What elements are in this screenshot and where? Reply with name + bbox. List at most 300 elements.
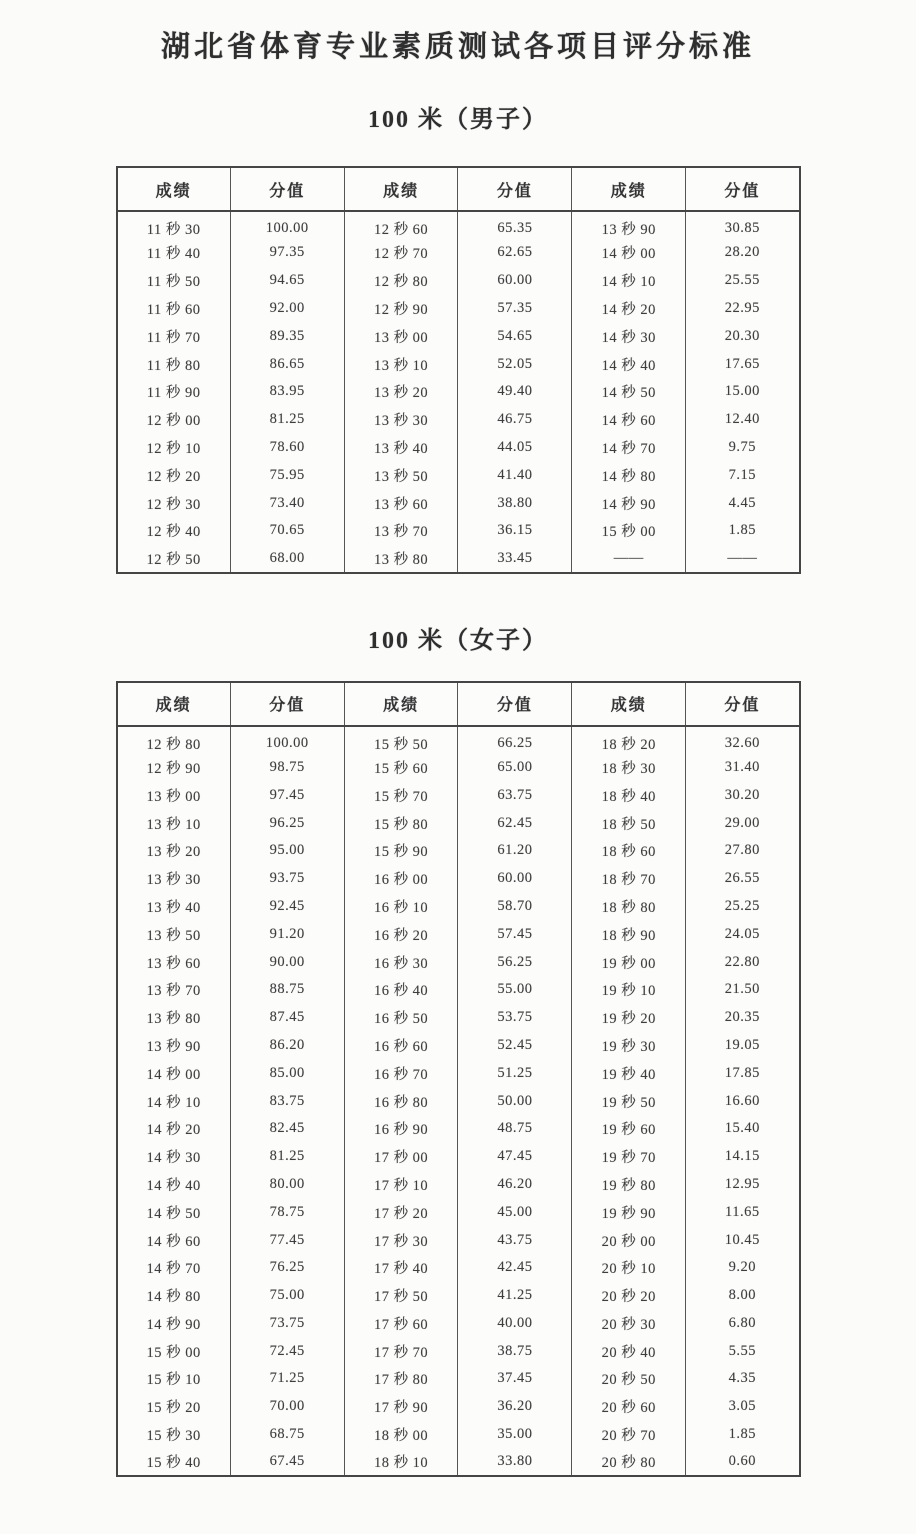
column-header: 分值 — [230, 682, 344, 726]
table-cell: 78.60 — [230, 434, 344, 462]
column-header: 成绩 — [117, 682, 231, 726]
table-cell: 100.00 — [230, 726, 344, 754]
table-cell: 11 秒 80 — [146, 357, 201, 374]
table-cell: 14 秒 30 — [146, 1150, 201, 1167]
table-row — [117, 239, 800, 267]
table-cell: 20 秒 10 — [572, 1254, 686, 1282]
table-cell: 20 秒 40 — [572, 1337, 686, 1365]
table-cell: 16 秒 90 — [344, 1115, 458, 1143]
table-cell: 15.00 — [686, 378, 800, 406]
table-cell: 12 秒 60 — [344, 211, 458, 239]
table-cell: 12 秒 50 — [146, 551, 201, 568]
table-cell: 86.20 — [230, 1032, 344, 1060]
table-cell: 61.20 — [458, 837, 572, 865]
table-cell: 15 秒 50 — [344, 726, 458, 754]
table-cell: 81.25 — [230, 406, 344, 434]
column-header: 成绩 — [344, 167, 458, 211]
table-cell: 16 秒 10 — [344, 893, 458, 921]
table-cell: 54.65 — [458, 322, 572, 350]
table-cell: 12.40 — [686, 406, 800, 434]
men-100m-score-table — [116, 166, 801, 574]
table-cell: 18 秒 20 — [572, 726, 686, 754]
table-cell: 51.25 — [458, 1059, 572, 1087]
table-cell: 30.20 — [686, 781, 800, 809]
table-cell: 68.00 — [230, 545, 344, 573]
table-cell: 14 秒 30 — [572, 322, 686, 350]
table-row — [117, 1365, 800, 1393]
table-cell: 20 秒 50 — [572, 1365, 686, 1393]
table-cell: 13 秒 60 — [344, 489, 458, 517]
table-cell: 18 秒 50 — [572, 809, 686, 837]
table-cell: 12 秒 70 — [344, 239, 458, 267]
table-cell: 12 秒 90 — [146, 760, 201, 777]
table-cell: 19 秒 70 — [572, 1143, 686, 1171]
section-women-100m — [0, 620, 916, 1478]
table-row — [117, 545, 800, 573]
table-cell: 13 秒 80 — [344, 545, 458, 573]
column-header: 分值 — [230, 167, 344, 211]
table-row — [117, 781, 800, 809]
table-cell: 42.45 — [458, 1254, 572, 1282]
table-cell: 36.20 — [458, 1393, 572, 1421]
table-cell: 13 秒 70 — [344, 517, 458, 545]
table-cell: 97.45 — [230, 781, 344, 809]
table-cell: 17 秒 90 — [344, 1393, 458, 1421]
table-cell: 13 秒 50 — [344, 461, 458, 489]
table-cell: 17 秒 80 — [344, 1365, 458, 1393]
table-cell: 18 秒 90 — [572, 920, 686, 948]
table-cell: 48.75 — [458, 1115, 572, 1143]
table-cell: 12 秒 80 — [146, 736, 201, 753]
table-cell: 75.95 — [230, 461, 344, 489]
table-cell: 96.25 — [230, 809, 344, 837]
table-cell: 20 秒 00 — [572, 1226, 686, 1254]
table-cell: 25.25 — [686, 893, 800, 921]
table-cell: 14 秒 10 — [572, 267, 686, 295]
table-cell: 25.55 — [686, 267, 800, 295]
table-row — [117, 1171, 800, 1199]
table-row — [117, 378, 800, 406]
table-cell: 92.45 — [230, 893, 344, 921]
table-cell: 62.65 — [458, 239, 572, 267]
table-cell: 12 秒 10 — [146, 440, 201, 457]
table-row — [117, 350, 800, 378]
table-cell: 44.05 — [458, 434, 572, 462]
table-row — [117, 322, 800, 350]
table-cell: 95.00 — [230, 837, 344, 865]
table-cell: 14 秒 20 — [146, 1122, 201, 1139]
table-cell: 15 秒 80 — [344, 809, 458, 837]
table-cell: 12 秒 20 — [146, 468, 201, 485]
table-cell: 38.80 — [458, 489, 572, 517]
table-row — [117, 948, 800, 976]
table-cell: 19 秒 90 — [572, 1198, 686, 1226]
table-row — [117, 726, 800, 754]
table-cell: 31.40 — [686, 754, 800, 782]
column-header: 成绩 — [572, 167, 686, 211]
table-cell: 33.80 — [458, 1448, 572, 1476]
table-cell: 89.35 — [230, 322, 344, 350]
table-row — [117, 920, 800, 948]
table-cell: 13 秒 40 — [344, 434, 458, 462]
column-header: 分值 — [458, 167, 572, 211]
table-cell: 26.55 — [686, 865, 800, 893]
table-cell: 14 秒 10 — [146, 1094, 201, 1111]
table-cell: 86.65 — [230, 350, 344, 378]
table-cell: 41.40 — [458, 461, 572, 489]
table-cell: 0.60 — [686, 1448, 800, 1476]
table-cell: 27.80 — [686, 837, 800, 865]
table-row — [117, 1282, 800, 1310]
table-row — [117, 1059, 800, 1087]
table-cell: 20.35 — [686, 1004, 800, 1032]
table-cell: 49.40 — [458, 378, 572, 406]
table-cell: 16 秒 30 — [344, 948, 458, 976]
table-cell: 14 秒 60 — [572, 406, 686, 434]
table-row — [117, 1004, 800, 1032]
table-cell: 37.45 — [458, 1365, 572, 1393]
table-cell: 19 秒 40 — [572, 1059, 686, 1087]
table-cell: 17.65 — [686, 350, 800, 378]
table-cell: 13 秒 10 — [344, 350, 458, 378]
table-cell: 16 秒 70 — [344, 1059, 458, 1087]
table-cell: 14 秒 40 — [572, 350, 686, 378]
table-cell: 19 秒 50 — [572, 1087, 686, 1115]
table-cell: 98.75 — [230, 754, 344, 782]
table-cell: 18 秒 10 — [344, 1448, 458, 1476]
men-table-header — [117, 167, 800, 211]
table-cell: 12 秒 90 — [344, 295, 458, 323]
table-cell: 15 秒 00 — [572, 517, 686, 545]
table-row — [117, 1032, 800, 1060]
table-cell: 17.85 — [686, 1059, 800, 1087]
table-cell: 20 秒 80 — [572, 1448, 686, 1476]
table-cell: 29.00 — [686, 809, 800, 837]
table-cell: 97.35 — [230, 239, 344, 267]
table-row — [117, 489, 800, 517]
table-cell: 11 秒 70 — [146, 329, 201, 346]
table-cell: 56.25 — [458, 948, 572, 976]
column-header: 分值 — [458, 682, 572, 726]
table-cell: 53.75 — [458, 1004, 572, 1032]
table-cell: 16 秒 50 — [344, 1004, 458, 1032]
table-cell: 11.65 — [686, 1198, 800, 1226]
table-cell: 22.95 — [686, 295, 800, 323]
table-cell: 12 秒 40 — [146, 524, 201, 541]
table-cell: 72.45 — [230, 1337, 344, 1365]
table-cell: 62.45 — [458, 809, 572, 837]
table-cell: 16 秒 40 — [344, 976, 458, 1004]
table-row — [117, 1393, 800, 1421]
table-cell: 15 秒 10 — [146, 1372, 201, 1389]
table-row — [117, 754, 800, 782]
table-cell: 87.45 — [230, 1004, 344, 1032]
table-row — [117, 1310, 800, 1338]
table-cell: 13 秒 80 — [146, 1011, 201, 1028]
table-cell: 60.00 — [458, 267, 572, 295]
table-cell: 13 秒 10 — [146, 816, 201, 833]
table-cell: 18 秒 80 — [572, 893, 686, 921]
table-cell: 12.95 — [686, 1171, 800, 1199]
table-cell: 81.25 — [230, 1143, 344, 1171]
table-cell: 15 秒 60 — [344, 754, 458, 782]
table-row — [117, 1448, 800, 1476]
table-cell: 15 秒 70 — [344, 781, 458, 809]
table-cell: 9.20 — [686, 1254, 800, 1282]
table-cell: 15 秒 90 — [344, 837, 458, 865]
table-cell: 24.05 — [686, 920, 800, 948]
table-cell: 17 秒 70 — [344, 1337, 458, 1365]
table-cell: 15 秒 30 — [146, 1428, 201, 1445]
table-cell: 8.00 — [686, 1282, 800, 1310]
table-row — [117, 517, 800, 545]
table-cell: 76.25 — [230, 1254, 344, 1282]
table-cell: 45.00 — [458, 1198, 572, 1226]
table-cell: 17 秒 20 — [344, 1198, 458, 1226]
table-row — [117, 1254, 800, 1282]
table-cell: 4.45 — [686, 489, 800, 517]
table-cell: 1.85 — [686, 1421, 800, 1449]
table-cell: 13 秒 20 — [146, 844, 201, 861]
table-cell: 13 秒 00 — [344, 322, 458, 350]
table-cell: 52.05 — [458, 350, 572, 378]
table-cell: 43.75 — [458, 1226, 572, 1254]
table-cell: 20 秒 60 — [572, 1393, 686, 1421]
header-row — [117, 167, 800, 211]
table-cell: 33.45 — [458, 545, 572, 573]
column-header: 分值 — [686, 682, 800, 726]
table-cell: 14 秒 50 — [572, 378, 686, 406]
table-row — [117, 976, 800, 1004]
table-cell: 41.25 — [458, 1282, 572, 1310]
table-cell: 19 秒 20 — [572, 1004, 686, 1032]
table-cell: 21.50 — [686, 976, 800, 1004]
table-cell: —— — [686, 545, 800, 573]
table-cell: 93.75 — [230, 865, 344, 893]
table-cell: 100.00 — [230, 211, 344, 239]
table-cell: 91.20 — [230, 920, 344, 948]
table-cell: 14 秒 80 — [572, 461, 686, 489]
table-cell: 83.75 — [230, 1087, 344, 1115]
table-cell: 50.00 — [458, 1087, 572, 1115]
section-women-title: 100 米（女子） — [368, 627, 548, 654]
section-men-100m — [0, 99, 916, 574]
table-row — [117, 1115, 800, 1143]
column-header: 分值 — [686, 167, 800, 211]
women-100m-score-table — [116, 681, 801, 1478]
table-cell: 40.00 — [458, 1310, 572, 1338]
table-cell: 65.00 — [458, 754, 572, 782]
table-cell: 90.00 — [230, 948, 344, 976]
table-cell: 18 秒 60 — [572, 837, 686, 865]
table-cell: 14 秒 00 — [572, 239, 686, 267]
table-cell: 13 秒 50 — [146, 927, 201, 944]
table-cell: 46.20 — [458, 1171, 572, 1199]
table-cell: 13 秒 40 — [146, 899, 201, 916]
table-cell: 16.60 — [686, 1087, 800, 1115]
table-cell: 11 秒 90 — [146, 385, 201, 402]
table-cell: 17 秒 00 — [344, 1143, 458, 1171]
table-row — [117, 809, 800, 837]
table-cell: 63.75 — [458, 781, 572, 809]
table-cell: 78.75 — [230, 1198, 344, 1226]
table-cell: 17 秒 60 — [344, 1310, 458, 1338]
table-cell: 57.35 — [458, 295, 572, 323]
table-cell: 14 秒 90 — [572, 489, 686, 517]
table-cell: 66.25 — [458, 726, 572, 754]
table-cell: 70.65 — [230, 517, 344, 545]
women-table-header — [117, 682, 800, 726]
table-cell: 47.45 — [458, 1143, 572, 1171]
table-cell: 70.00 — [230, 1393, 344, 1421]
table-row — [117, 434, 800, 462]
table-cell: 92.00 — [230, 295, 344, 323]
table-cell: 71.25 — [230, 1365, 344, 1393]
table-cell: 14 秒 40 — [146, 1177, 201, 1194]
table-row — [117, 893, 800, 921]
table-row — [117, 1226, 800, 1254]
men-table-body — [117, 211, 800, 573]
women-table-body — [117, 726, 800, 1477]
table-row — [117, 406, 800, 434]
table-cell: 85.00 — [230, 1059, 344, 1087]
table-cell: 15.40 — [686, 1115, 800, 1143]
table-cell: 75.00 — [230, 1282, 344, 1310]
table-cell: 73.40 — [230, 489, 344, 517]
header-row — [117, 682, 800, 726]
table-cell: —— — [572, 545, 686, 573]
table-cell: 14 秒 80 — [146, 1289, 201, 1306]
table-row — [117, 1087, 800, 1115]
table-cell: 28.20 — [686, 239, 800, 267]
table-row — [117, 1421, 800, 1449]
table-cell: 19 秒 60 — [572, 1115, 686, 1143]
table-cell: 1.85 — [686, 517, 800, 545]
table-cell: 4.35 — [686, 1365, 800, 1393]
table-cell: 73.75 — [230, 1310, 344, 1338]
table-cell: 17 秒 10 — [344, 1171, 458, 1199]
table-cell: 13 秒 30 — [146, 872, 201, 889]
table-cell: 18 秒 70 — [572, 865, 686, 893]
table-cell: 16 秒 80 — [344, 1087, 458, 1115]
table-cell: 82.45 — [230, 1115, 344, 1143]
table-row — [117, 1143, 800, 1171]
table-cell: 16 秒 00 — [344, 865, 458, 893]
table-cell: 38.75 — [458, 1337, 572, 1365]
table-cell: 36.15 — [458, 517, 572, 545]
table-cell: 67.45 — [230, 1448, 344, 1476]
table-cell: 58.70 — [458, 893, 572, 921]
table-cell: 18 秒 30 — [572, 754, 686, 782]
table-row — [117, 461, 800, 489]
table-cell: 65.35 — [458, 211, 572, 239]
section-men-title: 100 米（男子） — [368, 107, 548, 133]
table-cell: 20.30 — [686, 322, 800, 350]
table-cell: 13 秒 30 — [344, 406, 458, 434]
table-cell: 20 秒 20 — [572, 1282, 686, 1310]
document-page — [0, 24, 916, 1477]
table-cell: 20 秒 70 — [572, 1421, 686, 1449]
table-cell: 77.45 — [230, 1226, 344, 1254]
table-row — [117, 295, 800, 323]
table-cell: 83.95 — [230, 378, 344, 406]
table-cell: 14 秒 00 — [146, 1066, 201, 1083]
table-cell: 55.00 — [458, 976, 572, 1004]
table-cell: 14 秒 70 — [146, 1261, 201, 1278]
table-cell: 13 秒 70 — [146, 983, 201, 1000]
table-cell: 22.80 — [686, 948, 800, 976]
table-cell: 68.75 — [230, 1421, 344, 1449]
table-cell: 11 秒 30 — [146, 222, 201, 238]
table-cell: 16 秒 20 — [344, 920, 458, 948]
table-cell: 13 秒 00 — [146, 788, 201, 805]
table-row — [117, 837, 800, 865]
table-cell: 14 秒 50 — [146, 1205, 201, 1222]
table-row — [117, 865, 800, 893]
table-cell: 15 秒 20 — [146, 1400, 201, 1417]
table-cell: 46.75 — [458, 406, 572, 434]
table-cell: 14.15 — [686, 1143, 800, 1171]
table-cell: 13 秒 90 — [146, 1038, 201, 1055]
table-row — [117, 211, 800, 239]
column-header: 成绩 — [344, 682, 458, 726]
table-cell: 11 秒 50 — [146, 274, 201, 291]
table-cell: 35.00 — [458, 1421, 572, 1449]
table-row — [117, 1198, 800, 1226]
table-cell: 9.75 — [686, 434, 800, 462]
table-cell: 13 秒 90 — [572, 211, 686, 239]
table-cell: 14 秒 90 — [146, 1316, 201, 1333]
table-cell: 52.45 — [458, 1032, 572, 1060]
table-cell: 12 秒 80 — [344, 267, 458, 295]
table-cell: 18 秒 00 — [344, 1421, 458, 1449]
table-cell: 18 秒 40 — [572, 781, 686, 809]
table-cell: 30.85 — [686, 211, 800, 239]
table-cell: 5.55 — [686, 1337, 800, 1365]
table-cell: 17 秒 50 — [344, 1282, 458, 1310]
table-row — [117, 267, 800, 295]
table-cell: 80.00 — [230, 1171, 344, 1199]
table-cell: 15 秒 00 — [146, 1344, 201, 1361]
table-cell: 12 秒 00 — [146, 413, 201, 430]
table-cell: 10.45 — [686, 1226, 800, 1254]
table-cell: 13 秒 20 — [344, 378, 458, 406]
table-cell: 14 秒 70 — [572, 434, 686, 462]
table-cell: 19.05 — [686, 1032, 800, 1060]
column-header: 成绩 — [117, 167, 231, 211]
column-header: 成绩 — [572, 682, 686, 726]
table-cell: 14 秒 20 — [572, 295, 686, 323]
table-cell: 94.65 — [230, 267, 344, 295]
table-cell: 88.75 — [230, 976, 344, 1004]
table-cell: 11 秒 40 — [146, 246, 201, 263]
table-cell: 6.80 — [686, 1310, 800, 1338]
table-cell: 13 秒 60 — [146, 955, 201, 972]
table-cell: 60.00 — [458, 865, 572, 893]
table-cell: 17 秒 30 — [344, 1226, 458, 1254]
table-cell: 32.60 — [686, 726, 800, 754]
table-cell: 11 秒 60 — [146, 301, 201, 318]
table-cell: 19 秒 10 — [572, 976, 686, 1004]
document-title: 湖北省体育专业素质测试各项目评分标准 — [160, 31, 755, 63]
table-cell: 3.05 — [686, 1393, 800, 1421]
table-cell: 12 秒 30 — [146, 496, 201, 513]
table-cell: 17 秒 40 — [344, 1254, 458, 1282]
table-cell: 19 秒 80 — [572, 1171, 686, 1199]
table-cell: 57.45 — [458, 920, 572, 948]
table-cell: 16 秒 60 — [344, 1032, 458, 1060]
table-cell: 7.15 — [686, 461, 800, 489]
